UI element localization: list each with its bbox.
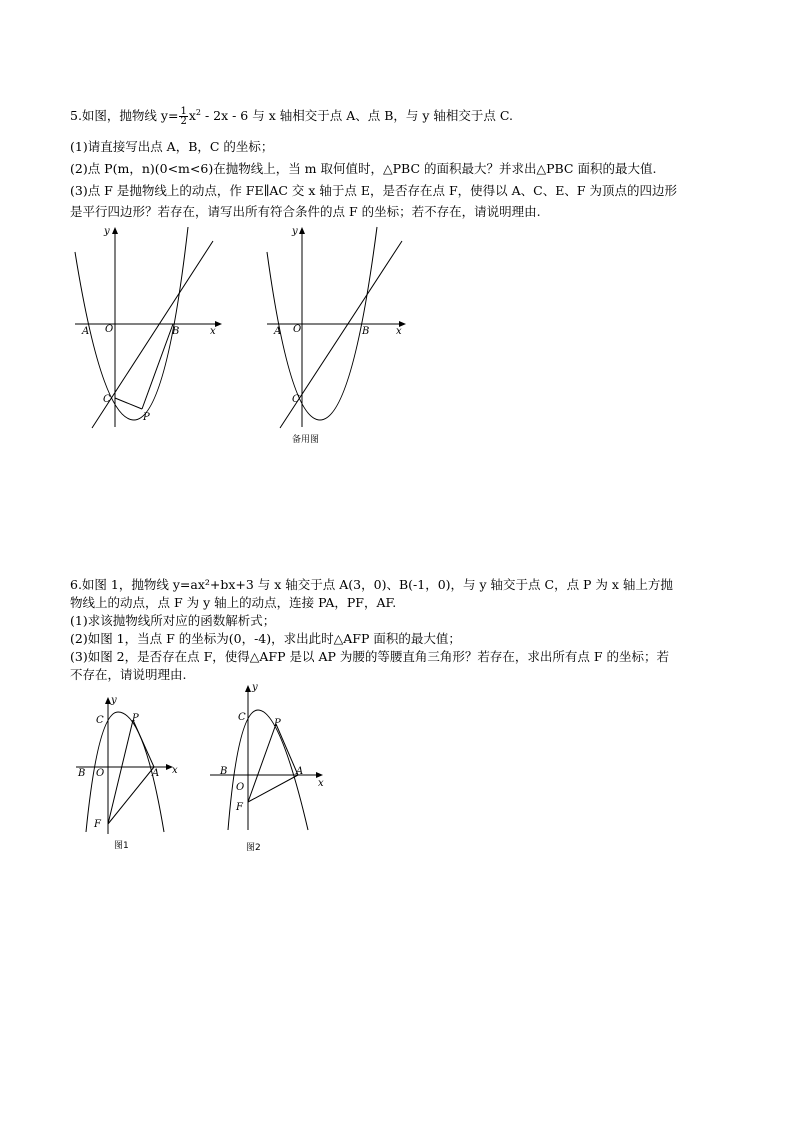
- q6-part3-line1: (3)如图 2，是否存在点 F，使得△AFP 是以 AP 为腰的等腰直角三角形？若存在，求出所有点 F 的坐标；若: [70, 649, 669, 664]
- label-c: C: [292, 394, 300, 405]
- label-c: C: [96, 715, 104, 726]
- q6-line1: 6.如图 1，抛物线 y=ax²+bx+3 与 x 轴交于点 A(3，0)、B(-1，0)，与 y 轴交于点 C，点 P 为 x 轴上方抛: [70, 577, 673, 592]
- figure-2-caption: 图2: [246, 843, 261, 853]
- q6-part3-line2: 不存在，请说明理由.: [70, 667, 187, 682]
- label-p: P: [132, 713, 139, 724]
- label-a: A: [152, 768, 160, 779]
- q5-intro-pre: 5.如图，抛物线 y=: [70, 108, 179, 124]
- q6-figure-2: [208, 680, 333, 855]
- label-o: O: [236, 782, 245, 793]
- segment-pf: [248, 724, 276, 802]
- q5-intro-post: - 2x - 6 与 x 轴相交于点 A、点 B，与 y 轴相交于点 C.: [200, 108, 513, 124]
- label-a: A: [82, 326, 90, 337]
- segment-af: [248, 775, 298, 802]
- label-y: y: [252, 682, 258, 693]
- segment-cp: [115, 398, 142, 409]
- label-p: P: [274, 718, 281, 729]
- q5-part2: (2)点 P(m，n)(0<m<6)在抛物线上，当 m 取何值时，△PBC 的面积最大？并求出△PBC 面积的最大值.: [70, 161, 657, 176]
- label-x: x: [172, 765, 178, 776]
- fraction-denominator: 2: [180, 116, 187, 128]
- label-f: F: [94, 819, 101, 830]
- y-axis-arrow: [245, 685, 251, 692]
- segment-pa: [276, 724, 298, 775]
- figure-1-caption: 图1: [114, 841, 129, 851]
- q5-intro: [70, 104, 513, 126]
- label-a: A: [296, 766, 304, 777]
- segment-pa: [133, 720, 154, 767]
- fraction-one-half: [179, 107, 187, 126]
- segment-pb: [142, 324, 173, 409]
- label-c: C: [238, 712, 246, 723]
- label-y: y: [104, 226, 110, 237]
- q5-figure-spare: [262, 222, 422, 447]
- label-y: y: [292, 226, 298, 237]
- q6-figure-1: [74, 694, 194, 854]
- label-x: x: [210, 326, 216, 337]
- label-o: O: [293, 324, 302, 335]
- q5-part1: (1)请直接写出点 A，B，C 的坐标；: [70, 139, 274, 154]
- q5-intro-x: x: [188, 108, 196, 124]
- label-o: O: [105, 324, 114, 335]
- label-b: B: [362, 326, 370, 337]
- x-axis-arrow: [215, 321, 222, 327]
- q5-intro-exponent: 2: [195, 108, 201, 117]
- q5-part3-line2: 是平行四边形？若存在，请写出所有符合条件的点 F 的坐标；若不存在，请说明理由.: [70, 204, 541, 219]
- label-f: F: [236, 802, 243, 813]
- label-o: O: [96, 768, 105, 779]
- label-b: B: [172, 326, 180, 337]
- label-c: C: [103, 394, 111, 405]
- q6-part1: (1)求该抛物线所对应的函数解析式；: [70, 613, 276, 628]
- label-b: B: [78, 768, 86, 779]
- label-a: A: [274, 326, 282, 337]
- label-y: y: [111, 695, 117, 706]
- spare-figure-caption: 备用图: [292, 435, 320, 445]
- label-b: B: [220, 766, 228, 777]
- label-x: x: [318, 778, 324, 789]
- label-x: x: [396, 326, 402, 337]
- y-axis-arrow: [299, 227, 305, 234]
- q5-part3-line1: (3)点 F 是抛物线上的动点，作 FE∥AC 交 x 轴于点 E，是否存在点 F，使得以 A、C、E、F 为顶点的四边形: [70, 183, 678, 198]
- label-p: P: [143, 412, 150, 423]
- q6-line2: 物线上的动点，点 F 为 y 轴上的动点，连接 PA，PF，AF.: [70, 595, 397, 610]
- q5-figure-main: [70, 222, 230, 432]
- y-axis-arrow: [112, 227, 118, 234]
- fraction-numerator: 1: [180, 106, 187, 118]
- q6-part2: (2)如图 1，当点 F 的坐标为(0，-4)，求出此时△AFP 面积的最大值；: [70, 631, 461, 646]
